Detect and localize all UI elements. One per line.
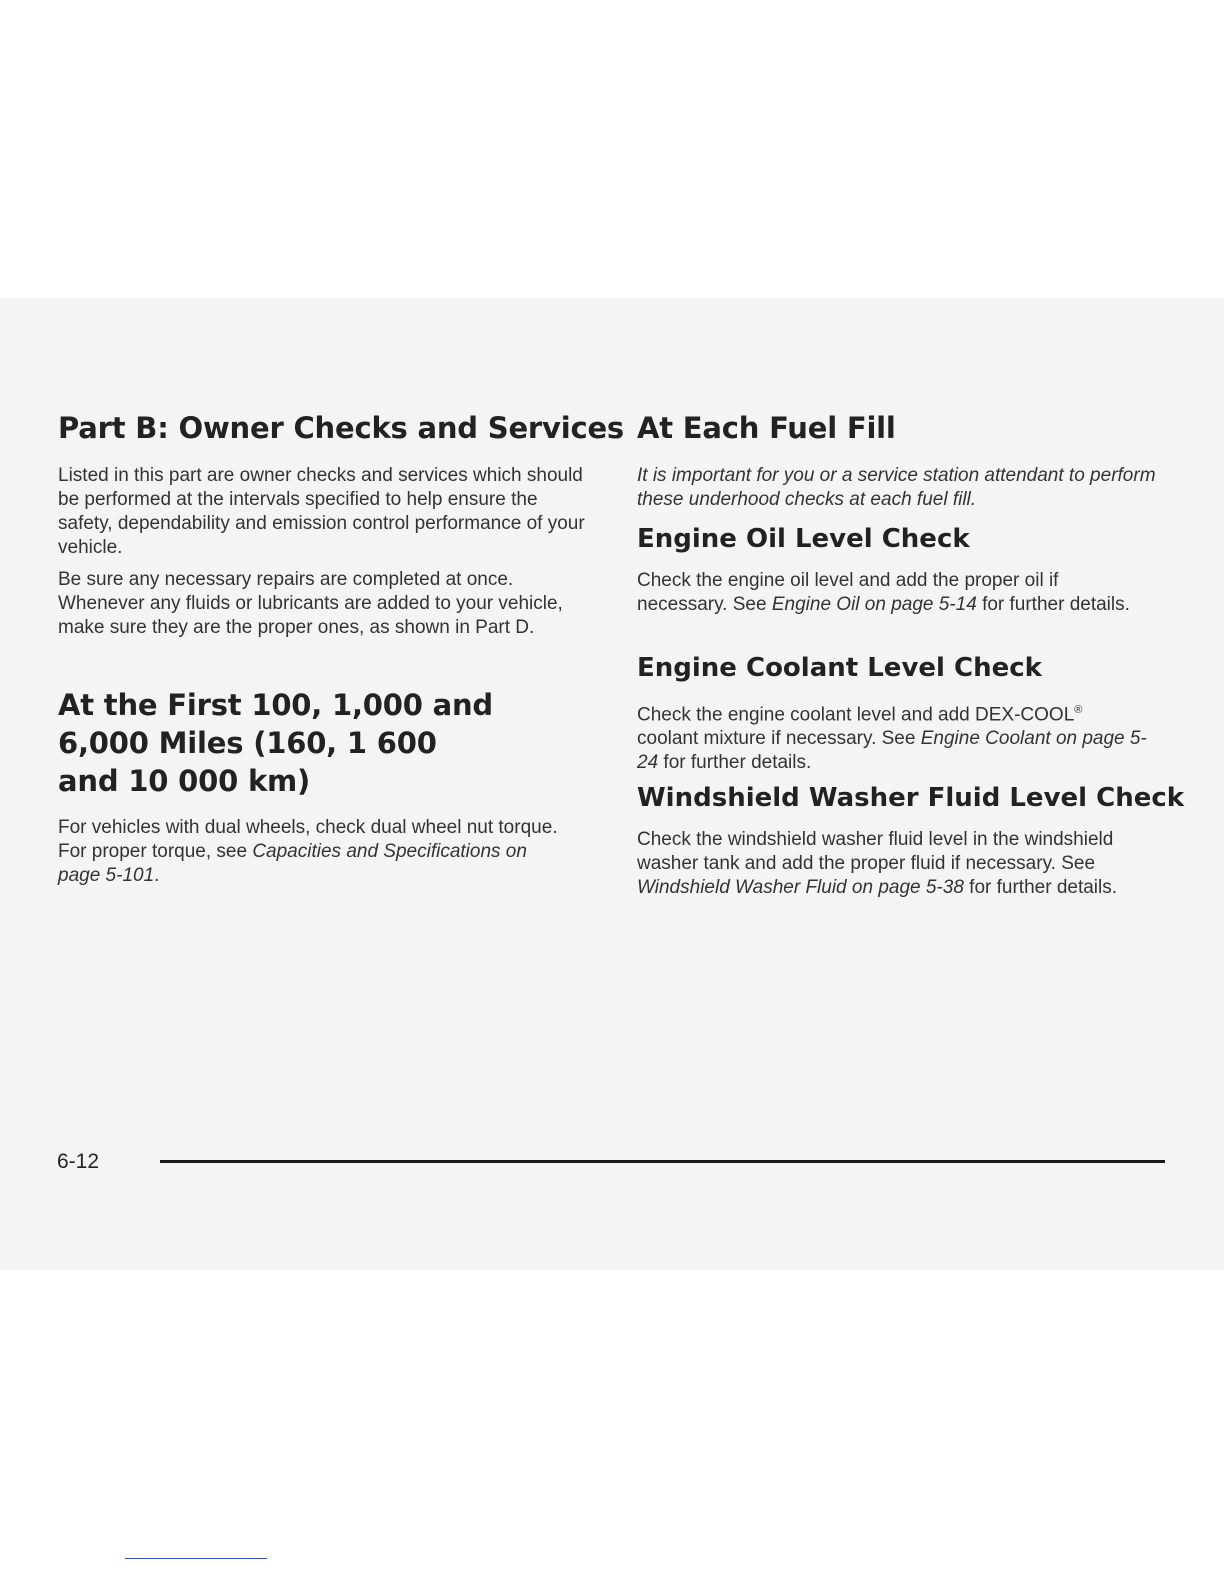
first-miles-end: .: [154, 865, 160, 886]
page-area: [0, 298, 1224, 1270]
coolant-check-heading: Engine Coolant Level Check: [637, 653, 1042, 683]
washer-check-heading: Windshield Washer Fluid Level Check: [637, 783, 1185, 813]
coolant-check-text-2: coolant mixture if necessary. See: [637, 728, 916, 750]
part-b-heading: Part B: Owner Checks and Services: [58, 411, 624, 445]
first-miles-text: For vehicles with dual wheels, check dual wheel nut torque. For proper torque, see: [58, 817, 558, 862]
washer-check-paragraph: [637, 828, 1177, 900]
coolant-check-end: for further details.: [663, 752, 812, 774]
washer-check-end: for further details.: [969, 877, 1118, 898]
washer-fluid-reference: Windshield Washer Fluid on page 5-38: [637, 877, 964, 898]
page-number: 6-12: [57, 1150, 100, 1173]
oil-check-end: for further details.: [982, 594, 1130, 615]
oil-check-text: Check the engine oil level and add the proper oil if necessary. See: [637, 570, 1059, 615]
first-miles-heading-line-3: and 10 000 km): [58, 764, 311, 798]
first-miles-heading-line-1: At the First 100, 1,000 and: [58, 688, 493, 722]
first-miles-paragraph: [58, 816, 558, 888]
part-b-paragraph-1: Listed in this part are owner checks and services which should be performed at the intervals specified to help ensure the safety, dependability and emission control performance of your vehicle.: [58, 465, 585, 558]
coolant-check-paragraph: [637, 698, 1147, 775]
registered-mark: ®: [1074, 704, 1083, 716]
fuel-fill-heading: At Each Fuel Fill: [637, 411, 896, 445]
first-miles-heading-line-2: 6,000 Miles (160, 1 600: [58, 726, 437, 760]
first-miles-heading: [58, 686, 493, 800]
capacities-reference: Capacities and Specifications on page 5-101: [58, 841, 527, 886]
engine-oil-reference: Engine Oil on page 5-14: [771, 594, 977, 615]
washer-check-text: Check the windshield washer fluid level in the windshield washer tank and add the proper fluid if necessary. See: [637, 829, 1114, 874]
coolant-check-text: Check the engine coolant level and add DEX-COOL: [637, 704, 1075, 726]
part-b-paragraph-2: Be sure any necessary repairs are completed at once. Whenever any fluids or lubricants are added to your vehicle, make sure they are the proper ones, as shown in Part D.: [58, 569, 563, 638]
oil-check-paragraph: [637, 569, 1137, 617]
engine-coolant-reference: Engine Coolant on page 5-24: [637, 728, 1147, 774]
fuel-fill-intro: It is important for you or a service station attendant to perform these underhood checks at each fuel fill.: [637, 465, 1156, 510]
oil-check-heading: Engine Oil Level Check: [637, 524, 970, 554]
footer-rule: [160, 1160, 1165, 1163]
link-underline: [125, 1558, 267, 1559]
